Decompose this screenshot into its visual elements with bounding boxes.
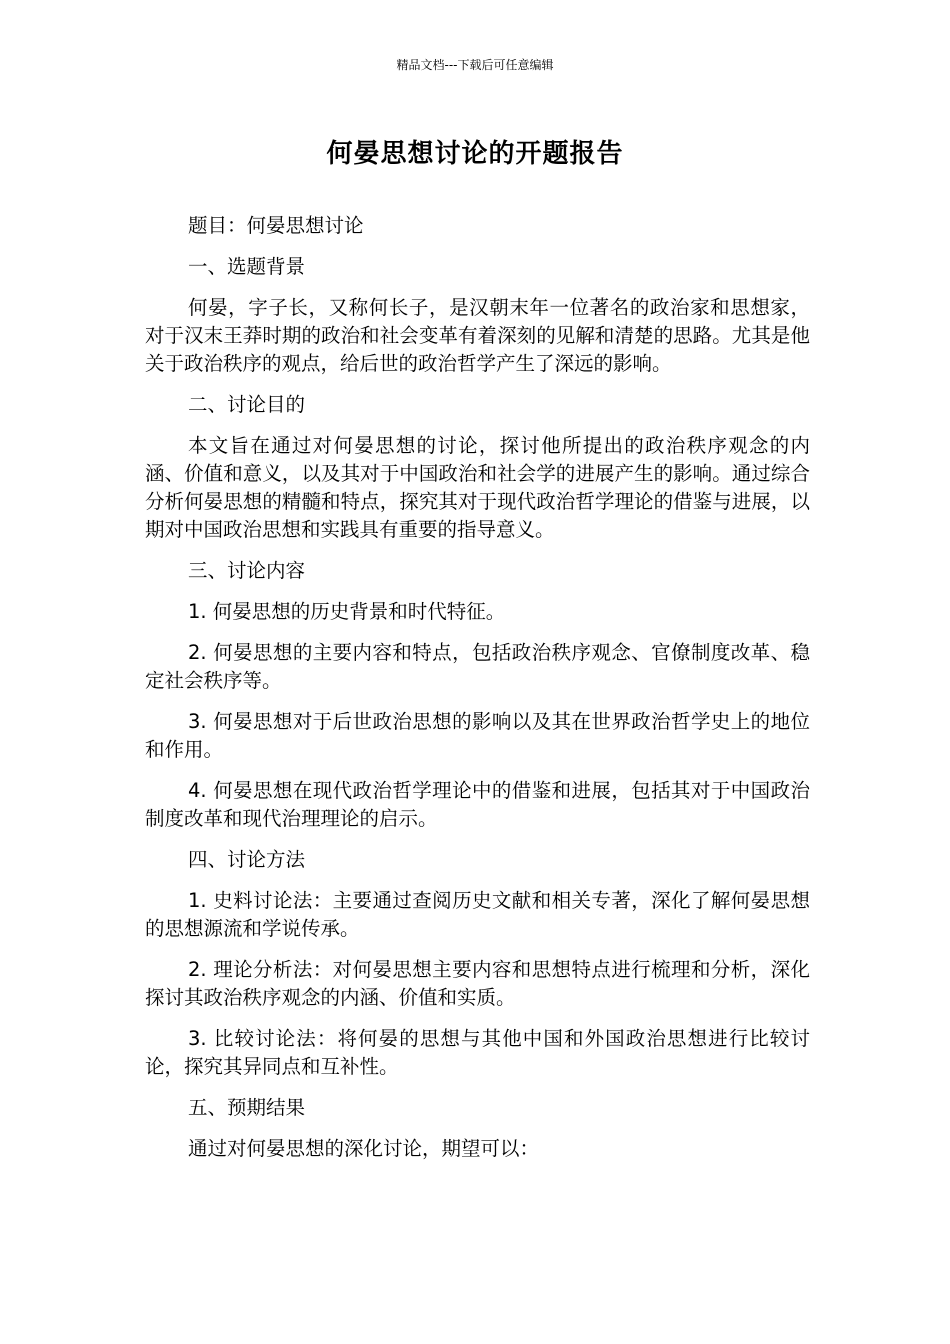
document-body [145,212,810,1176]
section-heading-background: 一、选题背景 [188,255,306,278]
section-heading-purpose: 二、讨论目的 [188,393,306,416]
purpose-paragraph: 本文旨在通过对何晏思想的讨论，探讨他所提出的政治秩序观念的内涵、价值和意义，以及其对于中国政治和社会学的进展产生的影响。通过综合分析何晏思想的精髓和特点，探究其对于现代政治哲学理论的借鉴与进展，以期对中国政治思想和实践具有重要的指导意义。 [145,434,810,541]
section-heading-results: 五、预期结果 [188,1096,306,1119]
section-heading-methods: 四、讨论方法 [188,848,306,871]
content-item-3: 3. 何晏思想对于后世政治思想的影响以及其在世界政治哲学史上的地位和作用。 [145,710,810,761]
section-heading-content: 三、讨论内容 [188,559,306,582]
background-paragraph: 何晏，字子长，又称何长子，是汉朝末年一位著名的政治家和思想家，对于汉末王莽时期的政治和社会变革有着深刻的见解和清楚的思路。尤其是他关于政治秩序的观点，给后世的政治哲学产生了深远的影响。 [145,296,810,375]
header-note: 精品文档---下载后可任意编辑 [396,58,554,72]
method-item-1: 1. 史料讨论法：主要通过查阅历史文献和相关专著，深化了解何晏思想的思想源流和学说传承。 [145,889,810,940]
content-item-1: 1. 何晏思想的历史背景和时代特征。 [188,600,506,623]
method-item-3: 3. 比较讨论法：将何晏的思想与其他中国和外国政治思想进行比较讨论，探究其异同点和互补性。 [145,1027,810,1078]
results-intro: 通过对何晏思想的深化讨论，期望可以： [188,1137,540,1160]
topic-line: 题目：何晏思想讨论 [188,214,364,237]
content-item-4: 4. 何晏思想在现代政治哲学理论中的借鉴和进展，包括其对于中国政治制度改革和现代治理理论的启示。 [145,779,810,830]
method-item-2: 2. 理论分析法：对何晏思想主要内容和思想特点进行梳理和分析，深化探讨其政治秩序观念的内涵、价值和实质。 [145,958,810,1009]
content-item-2: 2. 何晏思想的主要内容和特点，包括政治秩序观念、官僚制度改革、稳定社会秩序等。 [145,641,810,692]
document-title: 何晏思想讨论的开题报告 [326,139,624,169]
